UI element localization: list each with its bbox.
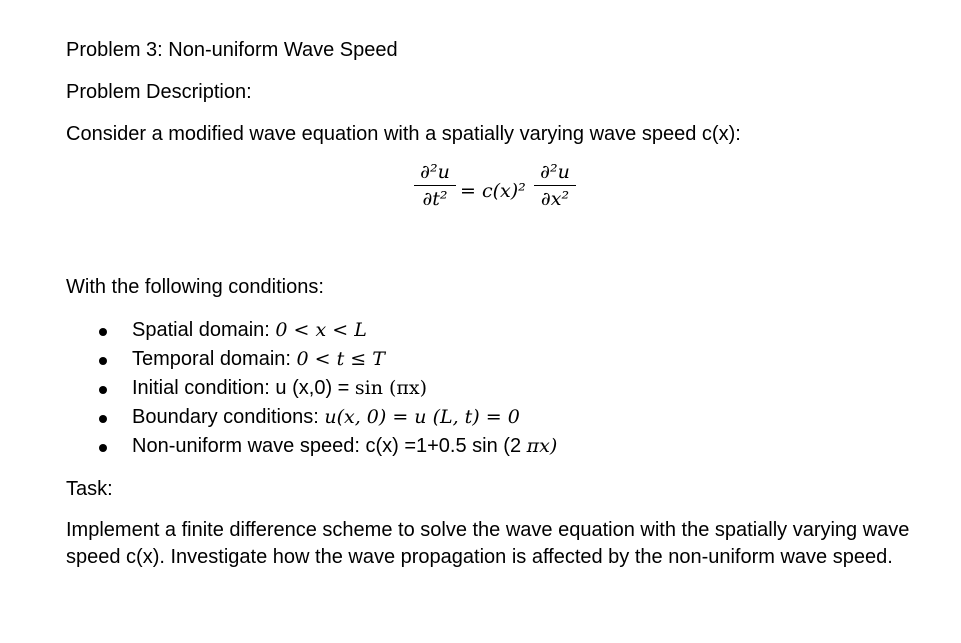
- bullet-icon: [99, 357, 107, 365]
- intro-paragraph: Consider a modified wave equation with a spatially varying wave speed c(x):: [66, 123, 741, 145]
- lhs-fraction: [414, 160, 456, 211]
- list-item: [0, 318, 961, 347]
- bullet-icon: [99, 415, 107, 423]
- wave-equation: [0, 160, 961, 220]
- bullet-icon: [99, 444, 107, 452]
- list-item: [0, 405, 961, 434]
- lhs-fraction-bar: [414, 185, 456, 186]
- condition-label: Temporal domain:: [132, 348, 297, 370]
- rhs-fraction: [534, 160, 576, 211]
- bullet-icon: [99, 328, 107, 336]
- condition-math: 0 < x < L: [275, 319, 367, 341]
- rhs-numerator: ∂²u: [540, 161, 570, 183]
- condition-label: Non-uniform wave speed: c(x) =1+0.5 sin (2: [132, 435, 527, 457]
- description-heading: Problem Description:: [66, 81, 252, 103]
- condition-label: Initial condition: u (x,0) =: [132, 377, 355, 399]
- conditions-heading: With the following conditions:: [66, 276, 324, 298]
- condition-math: sin (πx): [354, 377, 428, 399]
- task-heading: Task:: [66, 478, 113, 500]
- condition-math: πx): [526, 435, 558, 457]
- list-item: [0, 434, 961, 463]
- problem-title: Problem 3: Non-uniform Wave Speed: [66, 39, 398, 61]
- rhs-fraction-bar: [534, 185, 576, 186]
- equation-middle: = c(x)²: [460, 180, 526, 202]
- task-paragraph: Implement a finite difference scheme to solve the wave equation with the spatially varying wave speed c(x). Investigate how the wave propagation is affected by the non-uniform wave speed.: [66, 519, 910, 568]
- condition-label: Spatial domain:: [132, 319, 276, 341]
- condition-label: Boundary conditions:: [132, 406, 325, 428]
- rhs-denominator: ∂x²: [540, 188, 570, 210]
- lhs-numerator: ∂²u: [420, 161, 450, 183]
- list-item: [0, 376, 961, 405]
- list-item: [0, 347, 961, 376]
- bullet-icon: [99, 386, 107, 394]
- condition-math: u(x, 0) = u (L, t) = 0: [324, 406, 520, 428]
- condition-math: 0 < t ≤ T: [296, 348, 385, 370]
- lhs-denominator: ∂t²: [422, 188, 448, 210]
